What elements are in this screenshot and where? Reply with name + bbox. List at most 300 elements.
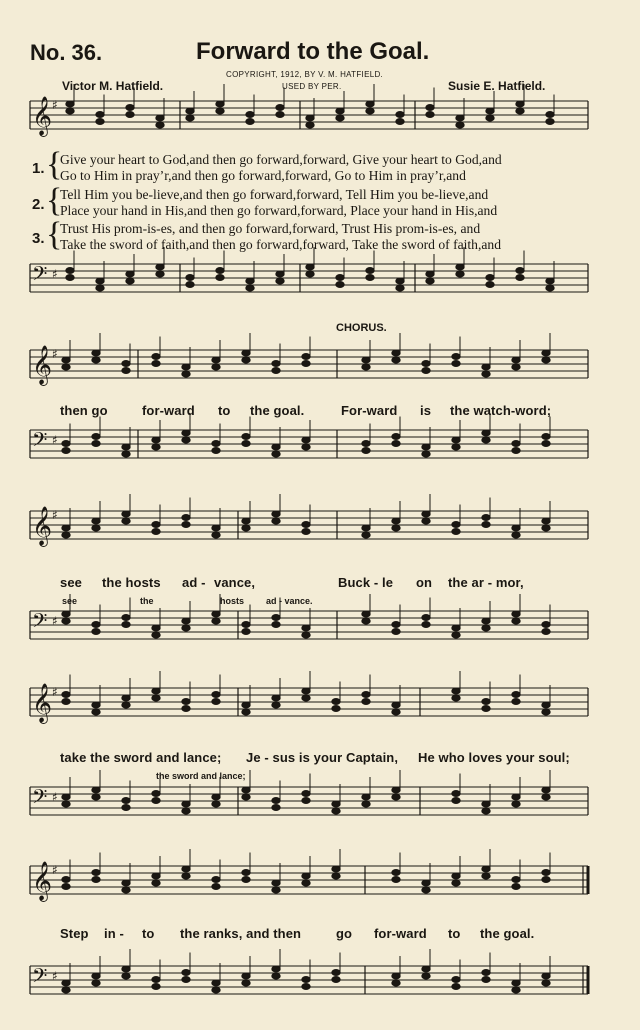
note-head: [392, 794, 400, 800]
note-head: [512, 611, 520, 617]
note-head: [512, 801, 520, 807]
note-head: [542, 702, 550, 708]
note-head: [396, 278, 404, 284]
note-head: [422, 511, 430, 517]
note-head: [456, 271, 464, 277]
note-head: [186, 108, 194, 114]
note-head: [122, 615, 130, 621]
note-head: [242, 518, 250, 524]
note-head: [212, 525, 220, 531]
note-head: [126, 105, 134, 111]
note-head: [362, 692, 370, 698]
note-head: [366, 101, 374, 107]
note-head: [392, 622, 400, 628]
note-head: [542, 441, 550, 447]
note-head: [422, 361, 430, 367]
note-head: [302, 984, 310, 990]
note-head: [122, 361, 130, 367]
note-head: [126, 278, 134, 284]
note-head: [242, 622, 250, 628]
lyric-syllable: the watch-word;: [450, 403, 552, 418]
key-sharp-icon: ♯: [52, 614, 58, 628]
treble-clef-icon: 𝄞: [32, 96, 53, 136]
permission-line: USED BY PER.: [282, 82, 342, 91]
note-head: [242, 434, 250, 440]
note-head: [152, 873, 160, 879]
note-head: [362, 441, 370, 447]
note-head: [96, 112, 104, 118]
note-head: [482, 801, 490, 807]
note-head: [302, 444, 310, 450]
verse-number: 1.: [32, 160, 45, 177]
note-head: [272, 361, 280, 367]
note-head: [452, 437, 460, 443]
note-head: [182, 437, 190, 443]
key-sharp-icon: ♯: [52, 267, 58, 281]
verse-3-line-2: Take the sword of faith,and then go forward,forward, Take the sword of faith,and: [60, 237, 502, 252]
note-head: [272, 444, 280, 450]
note-head: [92, 870, 100, 876]
note-head: [242, 357, 250, 363]
key-sharp-icon: ♯: [52, 98, 58, 112]
note-head: [452, 880, 460, 886]
note-head: [302, 798, 310, 804]
note-head: [516, 108, 524, 114]
note-head: [152, 791, 160, 797]
note-head: [422, 887, 430, 893]
note-head: [92, 709, 100, 715]
note-head: [152, 695, 160, 701]
note-head: [336, 275, 344, 281]
note-head: [392, 877, 400, 883]
note-head: [362, 801, 370, 807]
note-head: [212, 441, 220, 447]
note-head: [512, 618, 520, 624]
note-head: [512, 980, 520, 986]
note-head: [96, 119, 104, 125]
lyric-syllable: the ranks, and then: [180, 926, 302, 941]
bass-clef-icon: 𝄢: [32, 785, 48, 813]
note-head: [212, 877, 220, 883]
note-head: [92, 357, 100, 363]
note-head: [122, 368, 130, 374]
note-head: [542, 622, 550, 628]
note-head: [152, 798, 160, 804]
note-head: [336, 282, 344, 288]
note-head: [152, 880, 160, 886]
note-head: [302, 791, 310, 797]
note-head: [482, 706, 490, 712]
note-head: [62, 441, 70, 447]
chorus-label: CHORUS.: [336, 322, 387, 334]
note-head: [212, 692, 220, 698]
note-head: [92, 525, 100, 531]
author-credit: Susie E. Hatfield.: [448, 79, 546, 93]
note-head: [216, 108, 224, 114]
note-head: [392, 629, 400, 635]
note-head: [392, 702, 400, 708]
note-head: [362, 794, 370, 800]
lyric-syllable: vance,: [214, 575, 256, 590]
note-head: [426, 278, 434, 284]
lyric-syllable: then go: [60, 403, 108, 418]
note-head: [182, 977, 190, 983]
note-head: [512, 692, 520, 698]
note-head: [362, 448, 370, 454]
lyric-syllable: the goal.: [250, 403, 305, 418]
bass-clef-icon: 𝄢: [32, 428, 48, 456]
note-head: [426, 112, 434, 118]
note-head: [362, 364, 370, 370]
note-head: [392, 980, 400, 986]
note-head: [186, 282, 194, 288]
note-head: [152, 632, 160, 638]
note-head: [186, 115, 194, 121]
note-head: [276, 271, 284, 277]
note-head: [422, 368, 430, 374]
note-head: [482, 430, 490, 436]
note-head: [246, 285, 254, 291]
note-head: [302, 873, 310, 879]
note-head: [422, 615, 430, 621]
note-head: [92, 629, 100, 635]
note-head: [512, 987, 520, 993]
verse-brace: {: [46, 216, 63, 253]
note-head: [332, 873, 340, 879]
note-head: [242, 980, 250, 986]
note-head: [212, 532, 220, 538]
note-head: [542, 357, 550, 363]
note-head: [242, 973, 250, 979]
note-head: [62, 525, 70, 531]
note-head: [62, 794, 70, 800]
key-sharp-icon: ♯: [52, 969, 58, 983]
note-head: [486, 108, 494, 114]
note-head: [212, 364, 220, 370]
note-head: [452, 873, 460, 879]
note-head: [182, 873, 190, 879]
note-head: [302, 625, 310, 631]
note-head: [362, 357, 370, 363]
hymn-title: Forward to the Goal.: [196, 38, 430, 65]
note-head: [486, 115, 494, 121]
composer-credit: Victor M. Hatfield.: [62, 79, 164, 93]
note-head: [336, 115, 344, 121]
note-head: [272, 695, 280, 701]
note-head: [62, 618, 70, 624]
note-head: [542, 709, 550, 715]
treble-clef-icon: 𝄞: [32, 861, 53, 901]
note-head: [276, 112, 284, 118]
note-head: [242, 525, 250, 531]
note-head: [62, 532, 70, 538]
note-head: [452, 444, 460, 450]
note-head: [452, 798, 460, 804]
note-head: [392, 709, 400, 715]
note-head: [182, 808, 190, 814]
note-head: [272, 798, 280, 804]
key-sharp-icon: ♯: [52, 347, 58, 361]
note-head: [122, 880, 130, 886]
note-head: [302, 361, 310, 367]
note-head: [452, 632, 460, 638]
note-head: [62, 877, 70, 883]
lyric-syllable: for-ward: [142, 403, 195, 418]
note-head: [122, 887, 130, 893]
note-head: [152, 977, 160, 983]
note-head: [542, 350, 550, 356]
note-head: [272, 805, 280, 811]
lyric-syllable: to: [142, 926, 155, 941]
note-head: [302, 688, 310, 694]
note-head: [242, 709, 250, 715]
note-head: [482, 977, 490, 983]
note-head: [512, 448, 520, 454]
note-head: [242, 702, 250, 708]
note-head: [362, 618, 370, 624]
note-head: [272, 880, 280, 886]
note-head: [302, 354, 310, 360]
bass-lyric: ad - vance.: [266, 596, 313, 606]
note-head: [92, 980, 100, 986]
note-head: [246, 278, 254, 284]
lyric-syllable: go: [336, 926, 353, 941]
note-head: [542, 877, 550, 883]
note-head: [516, 275, 524, 281]
note-head: [62, 699, 70, 705]
note-head: [122, 622, 130, 628]
note-head: [392, 787, 400, 793]
note-head: [482, 873, 490, 879]
note-head: [182, 522, 190, 528]
note-head: [452, 625, 460, 631]
note-head: [366, 268, 374, 274]
note-head: [392, 973, 400, 979]
verse-2-line-2: Place your hand in His,and then go forward,forward, Place your hand in His,and: [60, 203, 498, 218]
note-head: [542, 973, 550, 979]
note-head: [512, 357, 520, 363]
note-head: [212, 801, 220, 807]
verse-2-line-1: Tell Him you be-lieve,and then go forward,forward, Tell Him you be-lieve,and: [60, 187, 489, 202]
note-head: [276, 105, 284, 111]
note-head: [246, 112, 254, 118]
note-head: [546, 119, 554, 125]
note-head: [306, 264, 314, 270]
note-head: [122, 805, 130, 811]
lyric-syllable: for-ward: [374, 926, 427, 941]
note-head: [546, 285, 554, 291]
note-head: [152, 984, 160, 990]
note-head: [62, 980, 70, 986]
note-head: [212, 987, 220, 993]
note-head: [92, 622, 100, 628]
lyric-syllable: the goal.: [480, 926, 535, 941]
note-head: [272, 511, 280, 517]
note-head: [392, 350, 400, 356]
note-head: [422, 973, 430, 979]
note-head: [426, 271, 434, 277]
note-head: [152, 354, 160, 360]
note-head: [92, 702, 100, 708]
note-head: [152, 529, 160, 535]
verse-number: 2.: [32, 196, 45, 213]
note-head: [332, 706, 340, 712]
lyric-syllable: the hosts: [102, 575, 161, 590]
note-head: [62, 801, 70, 807]
note-head: [272, 702, 280, 708]
note-head: [332, 699, 340, 705]
hymn-number: No. 36.: [30, 40, 103, 65]
note-head: [392, 434, 400, 440]
note-head: [396, 112, 404, 118]
note-head: [306, 271, 314, 277]
note-head: [66, 275, 74, 281]
note-head: [482, 364, 490, 370]
note-head: [216, 275, 224, 281]
note-head: [62, 448, 70, 454]
note-head: [272, 973, 280, 979]
verse-brace: {: [46, 146, 63, 183]
note-head: [92, 350, 100, 356]
verse-3-line-1: Trust His prom-is-es, and then go forward,forward, Trust His prom-is-es, and: [60, 221, 481, 236]
note-head: [542, 525, 550, 531]
note-head: [122, 973, 130, 979]
note-head: [212, 980, 220, 986]
note-head: [512, 532, 520, 538]
note-head: [332, 970, 340, 976]
note-head: [486, 282, 494, 288]
note-head: [482, 866, 490, 872]
note-head: [302, 977, 310, 983]
note-head: [332, 977, 340, 983]
note-head: [396, 285, 404, 291]
note-head: [216, 268, 224, 274]
note-head: [542, 518, 550, 524]
note-head: [156, 271, 164, 277]
bass-lyric: see: [62, 596, 78, 606]
note-head: [542, 629, 550, 635]
note-head: [92, 794, 100, 800]
note-head: [426, 105, 434, 111]
note-head: [216, 101, 224, 107]
lyric-syllable: to: [448, 926, 461, 941]
note-head: [302, 695, 310, 701]
note-head: [62, 692, 70, 698]
note-head: [242, 350, 250, 356]
note-head: [186, 275, 194, 281]
note-head: [542, 434, 550, 440]
note-head: [122, 451, 130, 457]
note-head: [392, 518, 400, 524]
lyric-syllable: Je - sus is your Captain,: [246, 750, 399, 765]
note-head: [512, 884, 520, 890]
note-head: [92, 973, 100, 979]
lyric-syllable: see: [60, 575, 82, 590]
note-head: [122, 702, 130, 708]
note-head: [276, 278, 284, 284]
note-head: [152, 361, 160, 367]
verse-1-line-2: Go to Him in pray’r,and then go forward,forward, Go to Him in pray’r,and: [60, 168, 466, 183]
key-sharp-icon: ♯: [52, 685, 58, 699]
note-head: [156, 264, 164, 270]
note-head: [182, 866, 190, 872]
note-head: [482, 699, 490, 705]
note-head: [242, 870, 250, 876]
note-head: [122, 695, 130, 701]
note-head: [62, 884, 70, 890]
note-head: [272, 518, 280, 524]
note-head: [66, 108, 74, 114]
note-head: [366, 275, 374, 281]
note-head: [422, 880, 430, 886]
note-head: [422, 444, 430, 450]
treble-clef-icon: 𝄞: [32, 345, 53, 385]
note-head: [456, 264, 464, 270]
note-head: [126, 271, 134, 277]
note-head: [516, 268, 524, 274]
note-head: [362, 532, 370, 538]
note-head: [302, 437, 310, 443]
note-head: [242, 441, 250, 447]
note-head: [96, 278, 104, 284]
note-head: [362, 611, 370, 617]
note-head: [66, 268, 74, 274]
note-head: [182, 364, 190, 370]
note-head: [62, 357, 70, 363]
note-head: [542, 794, 550, 800]
lyric-syllable: to: [218, 403, 231, 418]
note-head: [452, 354, 460, 360]
note-head: [242, 877, 250, 883]
note-head: [302, 632, 310, 638]
note-head: [456, 115, 464, 121]
note-head: [242, 794, 250, 800]
note-head: [306, 115, 314, 121]
note-head: [482, 522, 490, 528]
key-sharp-icon: ♯: [52, 433, 58, 447]
note-head: [452, 522, 460, 528]
note-head: [182, 699, 190, 705]
note-head: [452, 361, 460, 367]
note-head: [182, 970, 190, 976]
note-head: [452, 688, 460, 694]
note-head: [152, 625, 160, 631]
note-head: [182, 706, 190, 712]
note-head: [452, 977, 460, 983]
bass-clef-icon: 𝄢: [32, 609, 48, 637]
note-head: [96, 285, 104, 291]
key-sharp-icon: ♯: [52, 863, 58, 877]
note-head: [122, 798, 130, 804]
note-head: [242, 629, 250, 635]
note-head: [122, 444, 130, 450]
note-head: [452, 695, 460, 701]
note-head: [482, 437, 490, 443]
note-head: [212, 611, 220, 617]
note-head: [212, 357, 220, 363]
lyric-syllable: He who loves your soul;: [418, 750, 570, 765]
note-head: [336, 108, 344, 114]
lyric-syllable: Buck - le: [338, 575, 394, 590]
note-head: [302, 529, 310, 535]
note-head: [156, 122, 164, 128]
note-head: [452, 529, 460, 535]
note-head: [546, 278, 554, 284]
note-head: [126, 112, 134, 118]
note-head: [392, 870, 400, 876]
lyric-syllable: is: [420, 403, 432, 418]
note-head: [306, 122, 314, 128]
